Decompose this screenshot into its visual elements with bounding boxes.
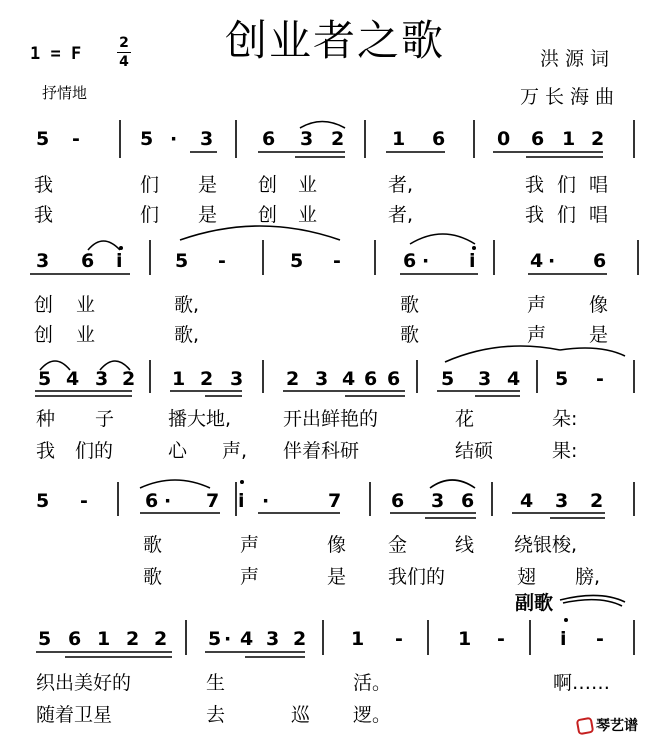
lyric: 巡 [291,704,311,726]
lyric: 们的 [75,440,114,462]
note: 7 [328,490,342,512]
note: 6 [145,490,159,512]
lyric: 是 [198,174,218,196]
key-signature: 1 = F [30,44,82,64]
dash: - [218,250,226,272]
lyric: 歌, [174,324,200,346]
lyric: 绕银梭, [514,534,578,556]
lyric: 是 [327,566,347,588]
section-label: 副歌 [515,592,554,614]
lyric: 朵: [552,408,578,430]
dash: - [395,628,403,650]
note: 5 [36,490,50,512]
dash: - [80,490,88,512]
dash: - [596,628,604,650]
note: 1 [97,628,111,650]
lyric: 们 [140,204,160,226]
lyric: 声 [240,566,260,588]
note: 6 [262,128,276,150]
lyric: 声 [240,534,260,556]
dot: · [548,250,556,272]
lyric: 花 [455,408,475,430]
lyric: 们 [140,174,160,196]
lyric: 种 [36,408,56,430]
composer-credit: 万长海曲 [520,86,621,108]
lyric: 随着卫星 [36,704,113,726]
dash: - [72,128,80,150]
note: 4 [240,628,254,650]
note: 5 [208,628,222,650]
lyric: 创 [34,294,54,316]
note: 2 [286,368,300,390]
lyric: 播大地, [168,408,232,430]
note: i [116,250,123,272]
note: 5 [38,368,52,390]
dash: - [333,250,341,272]
lyricist-credit: 洪源词 [540,48,616,70]
lyric: 创 [258,204,278,226]
note: 6 [432,128,446,150]
note: i [469,250,476,272]
note: 2 [331,128,345,150]
lyric: 结硕 [455,440,494,462]
note: i [238,490,245,512]
note: 3 [95,368,109,390]
note: 6 [81,250,95,272]
lyric: 们 [557,174,577,196]
dash: - [497,628,505,650]
lyric: 创 [258,174,278,196]
note: 3 [315,368,329,390]
lyric: 创 [34,324,54,346]
note: 6 [68,628,82,650]
note: 2 [154,628,168,650]
lyric: 啊…… [553,672,611,694]
dot: · [164,490,172,512]
lyric: 声 [527,324,547,346]
lyric: 像 [589,294,609,316]
note: 5 [290,250,304,272]
lyric: 金 [388,534,408,556]
note: 6 [391,490,405,512]
lyric: 者, [388,204,414,226]
lyric: 歌 [143,566,163,588]
note: 5 [555,368,569,390]
note: 2 [126,628,140,650]
note: 6 [364,368,378,390]
lyric: 子 [95,408,115,430]
lyric: 膀, [575,566,601,588]
watermark-logo [577,715,638,735]
lyric: 活。 [353,672,392,694]
lyric: 者, [388,174,414,196]
lyric: 歌 [400,324,420,346]
note: 5 [140,128,154,150]
note: 5 [175,250,189,272]
note: 2 [200,368,214,390]
lyric: 歌 [400,294,420,316]
note: 4 [520,490,534,512]
note: 1 [562,128,576,150]
note: 4 [66,368,80,390]
lyric: 我 [36,440,56,462]
lyric: 业 [76,294,96,316]
note: 3 [555,490,569,512]
note: 1 [458,628,472,650]
dot: · [224,628,232,650]
lyric: 伴着科研 [283,440,360,462]
lyric: 线 [455,534,475,556]
note: 6 [593,250,607,272]
lyric: 像 [327,534,347,556]
lyric: 我们的 [388,566,446,588]
note: 6 [403,250,417,272]
note: 2 [591,128,605,150]
dot: · [170,128,178,150]
time-signature-top: 2 [119,35,129,51]
logo-icon [576,717,595,736]
lyric: 心 [168,440,188,462]
lyric: 业 [298,204,318,226]
lyric: 我 [525,174,545,196]
dash: - [596,368,604,390]
lyric: 开出鲜艳的 [283,408,379,430]
note: 2 [293,628,307,650]
note: 4 [507,368,521,390]
lyric: 歌 [143,534,163,556]
dot: · [422,250,430,272]
watermark-text: 琴艺谱 [596,718,638,734]
lyric: 是 [589,324,609,346]
note: 3 [266,628,280,650]
note: 1 [392,128,406,150]
note: 3 [200,128,214,150]
tempo-marking: 抒情地 [42,84,88,102]
note: 6 [531,128,545,150]
lyric: 翅 [517,566,537,588]
lyric: 是 [198,204,218,226]
note: 5 [441,368,455,390]
note: 1 [351,628,365,650]
lyric: 我 [525,204,545,226]
lyric: 我 [34,174,54,196]
lyric: 唱 [589,204,609,226]
lyric: 们 [557,204,577,226]
note: 7 [206,490,220,512]
note: 5 [36,128,50,150]
note: i [560,628,567,650]
lyric: 声 [527,294,547,316]
note: 4 [530,250,544,272]
lyric: 逻。 [353,704,392,726]
note: 2 [122,368,136,390]
lyric: 织出美好的 [36,672,132,694]
note: 0 [497,128,511,150]
dot: · [262,490,270,512]
note: 1 [172,368,186,390]
lyric: 去 [206,704,226,726]
lyric: 歌, [174,294,200,316]
lyric: 唱 [589,174,609,196]
lyric: 业 [76,324,96,346]
lyric: 我 [34,204,54,226]
note: 2 [590,490,604,512]
note: 6 [461,490,475,512]
note: 5 [38,628,52,650]
lyric: 生 [206,672,226,694]
note: 3 [230,368,244,390]
note: 3 [36,250,50,272]
lyric: 业 [298,174,318,196]
time-signature-bottom: 4 [117,52,131,71]
lyric: 声, [222,440,248,462]
note: 6 [387,368,401,390]
lyric: 果: [552,440,578,462]
note: 3 [478,368,492,390]
note: 3 [431,490,445,512]
note: 3 [300,128,314,150]
note: 4 [342,368,356,390]
page-title: 创业者之歌 [225,16,446,65]
